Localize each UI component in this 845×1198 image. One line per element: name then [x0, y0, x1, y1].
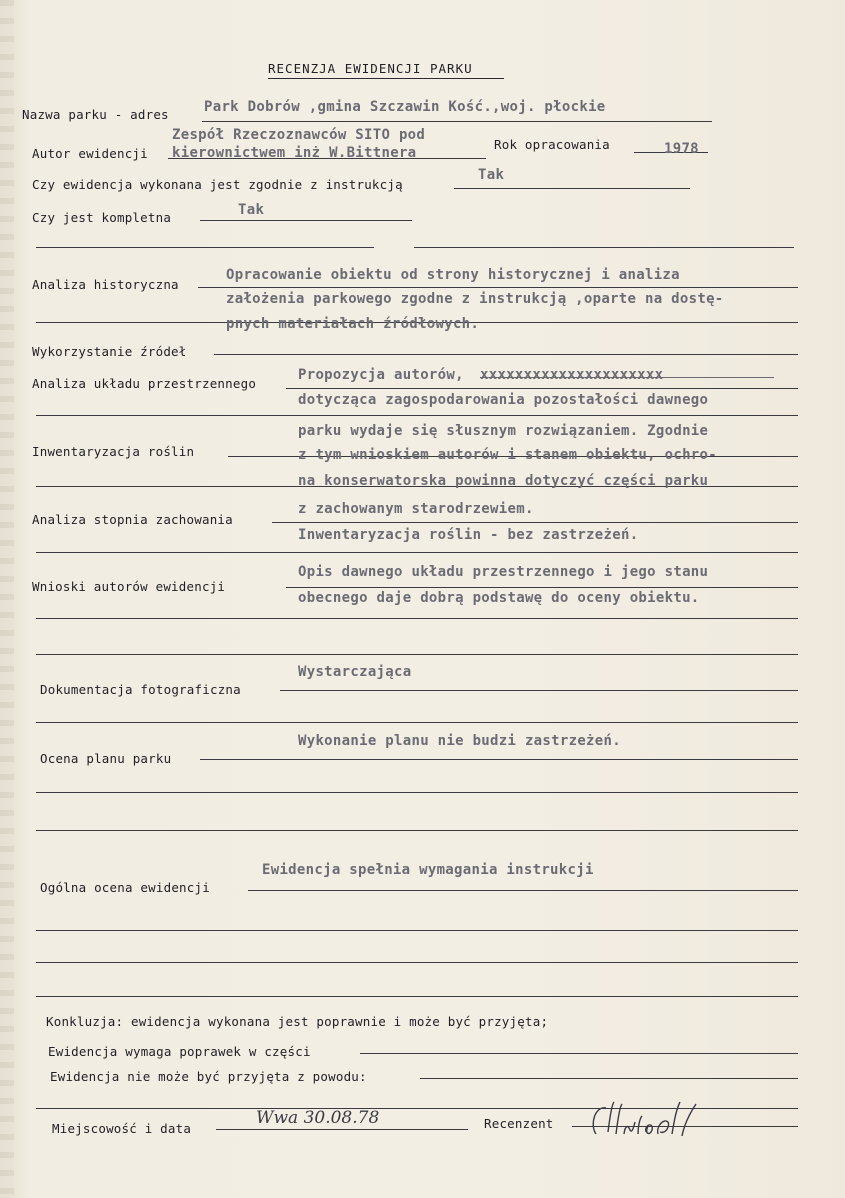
historical-value-1: Opracowanie obiektu od strony historycznej i analiza	[226, 267, 680, 283]
title-underline	[268, 78, 504, 79]
strikethrough	[480, 377, 774, 378]
conclusion-line	[420, 1078, 798, 1079]
park-value: Park Dobrów ,gmina Szczawin Kość.,woj. płockie	[204, 99, 606, 115]
overall-line	[248, 890, 798, 891]
spatial-line	[36, 415, 798, 416]
complete-label: Czy jest kompletna	[32, 210, 172, 225]
complete-value: Tak	[238, 202, 265, 218]
photo-label: Dokumentacja fotograficzna	[40, 682, 241, 697]
conclusions-value-1: Opis dawnego układu przestrzennego i jego stanu	[298, 564, 709, 580]
spatial-value-1: Propozycja autorów,	[298, 367, 464, 383]
plants-label: Inwentaryzacja roślin	[32, 444, 195, 459]
instruction-value: Tak	[478, 167, 505, 183]
place-date-line	[216, 1129, 468, 1130]
spatial-line	[286, 388, 798, 389]
historical-label: Analiza historyczna	[32, 277, 179, 292]
overall-label: Ogólna ocena ewidencji	[40, 880, 210, 895]
plan-value: Wykonanie planu nie budzi zastrzeżeń.	[298, 733, 621, 749]
reviewer-label: Recenzent	[484, 1116, 554, 1131]
author-value-2: kierownictwem inż W.Bittnera	[172, 145, 417, 161]
complete-line	[200, 220, 412, 221]
park-line	[202, 121, 712, 122]
plan-line	[200, 759, 798, 760]
year-label: Rok opracowania	[494, 137, 610, 152]
historical-value-2: założenia parkowego zgodne z instrukcją ,oparte na dostę-	[226, 291, 724, 307]
spatial-value-3: parku wydaje się słusznym rozwiązaniem. Zgodnie	[298, 423, 709, 439]
spatial-value-2: dotycząca zagospodarowania pozostałości dawnego	[298, 392, 709, 408]
place-date-value: Wwa 30.08.78	[256, 1108, 380, 1128]
park-label: Nazwa parku - adres	[22, 107, 169, 122]
instruction-line	[454, 188, 690, 189]
place-date-label: Miejscowość i data	[52, 1121, 192, 1136]
photo-line	[280, 690, 798, 691]
author-label: Autor ewidencji	[32, 146, 148, 161]
plants-value: Inwentaryzacja roślin - bez zastrzeżeń.	[298, 527, 639, 543]
preservation-label: Analiza stopnia zachowania	[32, 512, 233, 527]
preservation-line	[272, 522, 798, 523]
overall-line	[36, 996, 798, 997]
blank-line	[414, 247, 794, 248]
plan-label: Ocena planu parku	[40, 751, 172, 766]
preservation-line	[36, 552, 798, 553]
sources-label: Wykorzystanie źródeł	[32, 344, 187, 359]
spatial-value-6: z zachowanym starodrzewiem.	[298, 501, 534, 517]
overall-value: Ewidencja spełnia wymagania instrukcji	[262, 862, 594, 878]
conclusions-value-2: obecnego daje dobrą podstawę do oceny obiektu.	[298, 590, 700, 606]
conclusions-label: Wnioski autorów ewidencji	[32, 579, 226, 594]
conclusion-line-1: Konkluzja: ewidencja wykonana jest poprawnie i może być przyjęta;	[46, 1014, 549, 1029]
plan-line	[36, 830, 798, 831]
plan-line	[36, 792, 798, 793]
historical-line	[198, 287, 798, 288]
conclusions-line	[36, 654, 798, 655]
spatial-label: Analiza układu przestrzennego	[32, 376, 257, 391]
instruction-label: Czy ewidencja wykonana jest zgodnie z instrukcją	[32, 177, 403, 192]
conclusion-line-2: Ewidencja wymaga poprawek w części	[48, 1044, 311, 1059]
reviewer-signature	[588, 1096, 708, 1146]
sources-line	[214, 354, 798, 355]
overall-line	[36, 962, 798, 963]
conclusions-line	[286, 587, 798, 588]
photo-value: Wystarczająca	[298, 664, 412, 680]
blank-line	[36, 247, 374, 248]
overall-line	[36, 930, 798, 931]
conclusion-line	[360, 1053, 798, 1054]
conclusion-line-3: Ewidencja nie może być przyjęta z powodu:	[50, 1069, 367, 1084]
page-edge	[0, 0, 14, 1198]
year-value: 1978	[664, 141, 699, 157]
spatial-value-4: z tym wnioskiem autorów i stanem obiektu, ochro-	[298, 447, 717, 463]
spatial-value-5: na konserwatorska powinna dotyczyć części parku	[298, 473, 709, 489]
photo-line	[36, 722, 798, 723]
spatial-value-1-struck: xxxxxxxxxxxxxxxxxxxxx	[480, 367, 664, 383]
conclusions-line	[36, 618, 798, 619]
document-title: RECENZJA EWIDENCJI PARKU	[268, 61, 473, 76]
author-value-1: Zespół Rzeczoznawców SITO pod	[172, 127, 426, 143]
historical-value-3: pnych materiałach źródłowych.	[226, 316, 480, 332]
